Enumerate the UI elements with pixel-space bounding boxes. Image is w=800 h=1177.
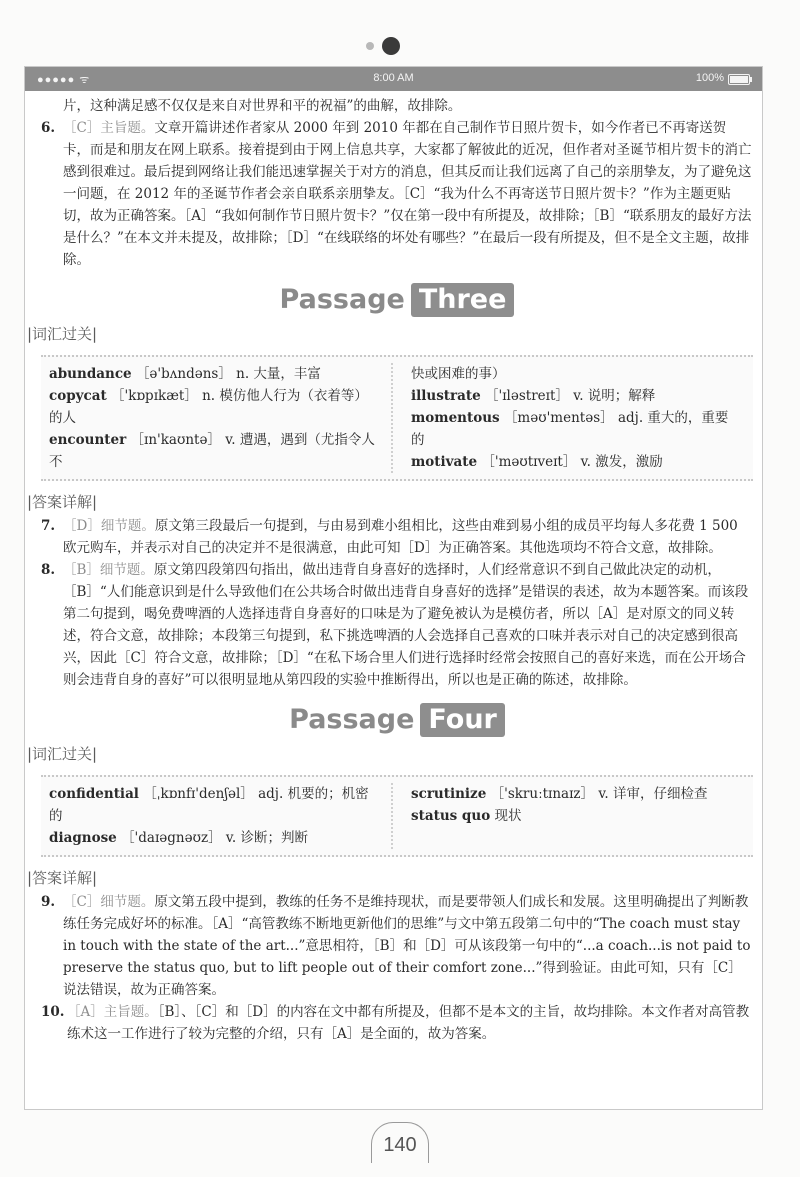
- vocab-column-left: [49, 363, 379, 473]
- vocab-entry: [411, 385, 741, 407]
- vocab-def: adj. 重大的，重要的: [411, 410, 729, 448]
- vocab-pron: ［ɪn'kaʊntə］: [130, 432, 221, 448]
- vocab-def: n. 模仿他人行为（衣着等）的人: [49, 388, 368, 426]
- question-number: 10.: [41, 1004, 65, 1020]
- battery-percent: 100%: [695, 72, 724, 84]
- answer-text: 原文第三段最后一句提到，与由易到难小组相比，这些由难到易小组的成员平均每人多花费 1 500 欧元购车，并表示对自己的决定并不是很满意，由此可知［D］为正确答案。其他选项均不符合文意，故排除。: [63, 518, 738, 556]
- answer-text: 文章开篇讲述作者家从 2000 年到 2010 年都在自己制作节日照片贺卡，如今作者已不再寄送贺卡，而是和朋友在网上联系。接着提到由于网上信息共享，大家都了解彼此的近况，但作者对圣诞节相片贺卡的消亡感到很难过。最后提到网络让我们能迅速掌握关于对方的消息，但其反而让我们远离了自己的亲朋挚友，为了避免这一问题，在 2012 年的圣诞节作者会亲自联系亲朋挚友。［C］“我为什么不再寄送节日照片贺卡？”作为主题更贴切，故为正确答案。［A］“我如何制作节日照片贺卡？”仅在第一段中有所提及，故排除；［B］“联系朋友的最好方法是什么？”在本文并未提及，故排除；［D］“在线联络的坏处有哪些？”在最后一段有所提及，但不是全文主题，故排除。: [63, 120, 752, 268]
- signal-icon: ●●●●● ᯤ: [37, 74, 91, 86]
- vocab-entry: [49, 827, 379, 849]
- status-bar: [25, 67, 762, 91]
- answer-text: ［B］、［C］和［D］的内容在文中都有所提及，但都不是本文的主旨，故均排除。本文作者对高管教练术这一工作进行了较为完整的介绍，只有［A］是全面的，故为答案。: [67, 1004, 750, 1042]
- passage-word: Passage: [279, 284, 405, 315]
- question-number: 9.: [41, 894, 56, 910]
- section-heading-answers: |答案详解|: [27, 493, 98, 511]
- vocab-word: copycat: [49, 388, 107, 404]
- vocab-word: status quo: [411, 808, 491, 824]
- answer-item-6: [41, 117, 753, 271]
- passage-word: Passage: [289, 704, 415, 735]
- page-indicator[interactable]: [358, 36, 418, 58]
- answer-text: 原文第五段中提到，教练的任务不是维持现状，而是要带领人们成长和发展。这里明确提出了判断教练任务完成好坏的标准。［A］“高管教练不断地更新他们的思维”与文中第五段第二句中的“The coach must stay in touch with the state of the art...”意思相符，［B］和［D］可从该段第一句中的“...a coach...is not paid to preserve the status quo, but to lift people out of their comfort zone...”得到验证。由此可知，只有［C］说法错误，故为正确答案。: [63, 894, 751, 998]
- page-content: [27, 95, 753, 1045]
- passage-title: [41, 703, 753, 741]
- vocab-entry: [49, 429, 379, 473]
- vocab-entry: [49, 783, 379, 827]
- vocab-def: v. 诊断；判断: [225, 830, 308, 846]
- vocab-column-right: [379, 363, 741, 473]
- vocab-def: n. 大量，丰富: [236, 366, 321, 382]
- vocab-pron: ［ˌkɒnfɪ'denʃəl］: [143, 786, 254, 802]
- vocab-entry: [411, 407, 741, 451]
- battery-fill: [730, 76, 748, 83]
- vocab-box: [41, 775, 753, 857]
- section-heading-vocab: |词汇过关|: [27, 325, 98, 343]
- vocab-def: v. 激发，激励: [580, 454, 663, 470]
- vocab-word: illustrate: [411, 388, 481, 404]
- vocab-entry: [411, 783, 741, 805]
- page-number: 140: [371, 1122, 429, 1163]
- question-number: 6.: [41, 120, 56, 136]
- vocab-word: confidential: [49, 786, 139, 802]
- continued-text: 片，这种满足感不仅仅是来自对世界和平的祝福”的曲解，故排除。: [63, 98, 462, 114]
- vocab-word: motivate: [411, 454, 478, 470]
- vocab-divider: [391, 363, 393, 473]
- vocab-word: momentous: [411, 410, 500, 426]
- battery-icon: [728, 74, 750, 85]
- vocab-column-left: [49, 783, 379, 849]
- vocab-word: encounter: [49, 432, 127, 448]
- status-time: 8:00 AM: [373, 72, 414, 84]
- vocab-pron: ［məʊ'mentəs］: [503, 410, 614, 426]
- answer-text: 原文第四段第四句指出，做出违背自身喜好的选择时，人们经常意识不到自己做此决定的动机，［B］“人们能意识到是什么导致他们在公共场合时做出违背自身喜好的选择”是错误的表述，故为本题答案。而该段第二句提到，喝免费啤酒的人选择违背自身喜好的口味是为了避免被认为是模仿者，所以［A］是对原文的同义转述，符合文意，故排除；本段第三句提到，私下挑选啤酒的人会选择自己喜欢的口味并表示对自己的决定感到很高兴，因此［C］符合文意，故排除；［D］“在私下场合里人们进行选择时经常会按照自己的喜好来选，而在公开场合则会违背自身的喜好”可以很明显地从第四段的实验中推断得出，所以也是正确的陈述，故排除。: [63, 562, 749, 688]
- vocab-continuation: 快或困难的事）: [411, 366, 506, 382]
- vocab-word: scrutinize: [411, 786, 487, 802]
- vocab-pron: ［'məʊtɪveɪt］: [481, 454, 577, 470]
- vocab-pron: ［ə'bʌndəns］: [135, 366, 232, 382]
- vocab-box: [41, 355, 753, 481]
- tablet-screen: [24, 66, 763, 1110]
- passage-title: [41, 283, 753, 321]
- vocab-word: diagnose: [49, 830, 117, 846]
- vocab-pron: ［'kɒpɪkæt］: [111, 388, 198, 404]
- vocab-word: abundance: [49, 366, 132, 382]
- answer-tag: ［D］细节题。: [63, 518, 155, 534]
- passage-number: Three: [411, 283, 515, 317]
- answer-tag: ［A］主旨题。: [67, 1004, 158, 1020]
- vocab-pron: ［'daɪəgnəʊz］: [121, 830, 222, 846]
- answer-item-8: [41, 559, 753, 691]
- passage-number: Four: [420, 703, 504, 737]
- question-number: 8.: [41, 562, 56, 578]
- answer-tag: ［C］主旨题。: [63, 120, 155, 136]
- vocab-divider: [391, 783, 393, 849]
- answer-tag: ［C］细节题。: [63, 894, 155, 910]
- page-dot-inactive[interactable]: [366, 42, 374, 50]
- vocab-def: adj. 机要的；机密的: [49, 786, 369, 824]
- section-heading-vocab: |词汇过关|: [27, 745, 98, 763]
- answer-tag: ［B］细节题。: [63, 562, 154, 578]
- vocab-pron: ［'skruːtɪnaɪz］: [490, 786, 595, 802]
- section-heading-answers: |答案详解|: [27, 869, 98, 887]
- vocab-column-right: [379, 783, 741, 827]
- vocab-def: v. 说明；解释: [573, 388, 656, 404]
- answer-item-9: [41, 891, 753, 1001]
- answer-item-7: [41, 515, 753, 559]
- answer-item-10: [41, 1001, 753, 1045]
- vocab-entry: [49, 363, 379, 385]
- vocab-pron: ［'ɪləstreɪt］: [485, 388, 569, 404]
- vocab-entry: [411, 451, 741, 473]
- vocab-def: v. 遭遇，遇到（尤指令人不: [49, 432, 375, 470]
- vocab-entry: [49, 385, 379, 429]
- vocab-entry: [411, 805, 741, 827]
- vocab-def: 现状: [494, 808, 522, 824]
- question-number: 7.: [41, 518, 56, 534]
- vocab-def: v. 详审，仔细检查: [598, 786, 708, 802]
- page-dot-active[interactable]: [382, 37, 400, 55]
